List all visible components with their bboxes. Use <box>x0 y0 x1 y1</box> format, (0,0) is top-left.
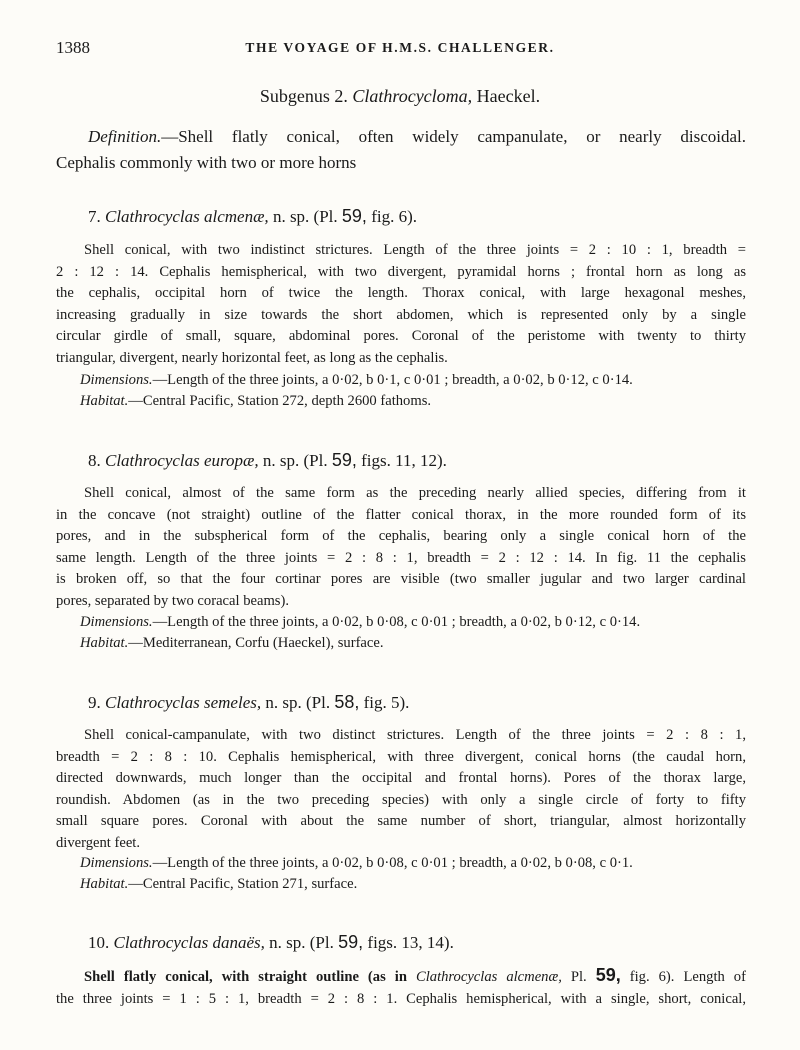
running-title: THE VOYAGE OF H.M.S. CHALLENGER. <box>245 40 555 55</box>
species-number: 9. <box>88 693 101 712</box>
species-number: 10. <box>88 933 110 952</box>
description-line: small square pores. Coronal with about the same number of short, triangular, almost horizontally <box>56 813 746 829</box>
description-line: breadth = 2 : 8 : 10. Cephalis hemispherical, with three divergent, conical horns (the caudal horn, <box>56 748 746 765</box>
habitat-label: Habitat. <box>80 635 129 651</box>
species-name: Clathrocyclas semeles, <box>105 693 262 712</box>
description-line: Shell conical, almost of the same form as the preceding nearly allied species, differing from it <box>84 485 746 501</box>
species-number: 8. <box>88 451 101 470</box>
description-line: increasing gradually in size towards the short abdomen, which is represented only by a single <box>56 306 746 323</box>
description-line: divergent feet. <box>56 834 141 851</box>
description-line: the three joints = 1 : 5 : 1, breadth = 2 : 8 : 1. Cephalis hemispherical, with a single, short, conical, <box>56 990 746 1007</box>
description-line: circular girdle of small, square, abdominal pores. Coronal of the peristome with twenty to thirty <box>56 328 746 344</box>
page-header <box>56 38 744 62</box>
species-9-description <box>56 725 746 854</box>
species-9-dimensions <box>80 853 760 875</box>
habitat-text: —Central Pacific, Station 271, surface. <box>128 876 358 892</box>
plate-number: 59, <box>341 206 367 226</box>
plate-number: 59, <box>331 450 357 470</box>
description-line: same length. Length of the three joints = 2 : 8 : 1, breadth = 2 : 12 : 14. In fig. 11 the cephalis <box>56 549 746 566</box>
species-name: Clathrocyclas europæ, <box>105 451 259 470</box>
description-line: roundish. Abdomen (as in the two preceding species) with only a single circle of forty to fifty <box>56 791 746 808</box>
dimensions-label: Dimensions. <box>80 614 153 630</box>
dimensions-text: —Length of the three joints, a 0·02, b 0·08, c 0·01 ; breadth, a 0·02, b 0·12, c 0·14. <box>152 614 641 630</box>
species-8-dimensions <box>80 612 760 634</box>
description-line <box>56 965 746 989</box>
subgenus-name: Clathrocycloma, <box>352 86 473 106</box>
dimensions-label: Dimensions. <box>80 372 153 388</box>
species-7-dimensions <box>80 370 760 392</box>
species-ref: n. sp. (Pl. <box>262 451 328 470</box>
definition-paragraph <box>56 124 746 176</box>
dimensions-label: Dimensions. <box>80 855 153 871</box>
definition-text-1: —Shell flatly conical, often widely campanulate, or nearly discoidal. <box>161 127 746 146</box>
plate-number: 58, <box>334 692 360 712</box>
description-line: in the concave (not straight) outline of the flatter conical thorax, in the more rounded form of its <box>56 506 746 523</box>
description-line: directed downwards, much longer than the occipital and frontal horns). Pores of the thorax large, <box>56 770 746 786</box>
description-line: pores, and in the subspherical form of the cephalis, bearing only a single conical horn of the <box>56 528 746 544</box>
species-name: Clathrocyclas danaës, <box>113 933 265 952</box>
description-line: triangular, divergent, nearly horizontal feet, as long as the cephalis. <box>56 349 448 366</box>
plate-number: 59, <box>338 932 364 952</box>
description-line: Shell conical-campanulate, with two distinct strictures. Length of the three joints = 2 : 8 : 1, <box>84 727 746 743</box>
dimensions-text: —Length of the three joints, a 0·02, b 0·08, c 0·01 ; breadth, a 0·02, b 0·08, c 0·1. <box>152 855 633 871</box>
page-number: 1388 <box>56 38 90 57</box>
species-7-habitat <box>80 391 760 413</box>
definition-heading: Definition. <box>88 127 162 146</box>
species-8-title <box>88 450 447 471</box>
species-8-description <box>56 483 746 612</box>
species-ref: n. sp. (Pl. <box>272 207 338 226</box>
plate-number: 59, <box>595 965 621 985</box>
species-name: Clathrocyclas alcmenæ, <box>105 207 269 226</box>
description-line: pores, separated by two coracal beams). <box>56 592 289 609</box>
species-10-title <box>88 932 454 953</box>
species-8-habitat <box>80 633 760 655</box>
species-7-title <box>88 206 417 227</box>
habitat-text: —Central Pacific, Station 272, depth 2600 fathoms. <box>128 393 432 409</box>
species-ref: n. sp. (Pl. <box>269 933 334 952</box>
description-line: is broken off, so that the four cortinar pores are visible (two smaller jugular and two larger cardinal <box>56 571 746 587</box>
cross-reference-name: Clathrocyclas alcmenæ, <box>415 969 562 985</box>
habitat-label: Habitat. <box>80 393 129 409</box>
plate-ref: Pl. <box>570 969 587 985</box>
species-number: 7. <box>88 207 101 226</box>
description-line: 2 : 12 : 14. Cephalis hemispherical, with two divergent, pyramidal horns ; frontal horn as long as <box>56 263 746 280</box>
description-text: fig. 6). Length of <box>629 969 746 985</box>
definition-line-1 <box>56 124 746 150</box>
figure-ref: fig. 5). <box>363 693 410 712</box>
habitat-label: Habitat. <box>80 876 129 892</box>
species-9-habitat <box>80 874 760 896</box>
species-ref: n. sp. (Pl. <box>265 693 331 712</box>
species-10-description <box>56 965 746 1010</box>
figure-ref: figs. 11, 12). <box>361 451 447 470</box>
species-7-description <box>56 240 746 369</box>
subgenus-author: Haeckel. <box>476 86 541 106</box>
habitat-text: —Mediterranean, Corfu (Haeckel), surface. <box>128 635 384 651</box>
dimensions-text: —Length of the three joints, a 0·02, b 0·1, c 0·01 ; breadth, a 0·02, b 0·12, c 0·14. <box>152 372 633 388</box>
description-line: the cephalis, occipital horn of twice the length. Thorax conical, with large hexagonal meshes, <box>56 285 746 301</box>
species-9-title <box>88 692 409 713</box>
subgenus-label: Subgenus 2. <box>259 86 348 106</box>
description-line: Shell conical, with two indistinct strictures. Length of the three joints = 2 : 10 : 1, breadth = <box>84 242 746 258</box>
figure-ref: figs. 13, 14). <box>367 933 454 952</box>
figure-ref: fig. 6). <box>371 207 417 226</box>
definition-line-2: Cephalis commonly with two or more horns <box>56 153 357 172</box>
description-text: Shell flatly conical, with straight outline (as in <box>84 969 407 985</box>
subgenus-heading <box>0 86 800 107</box>
